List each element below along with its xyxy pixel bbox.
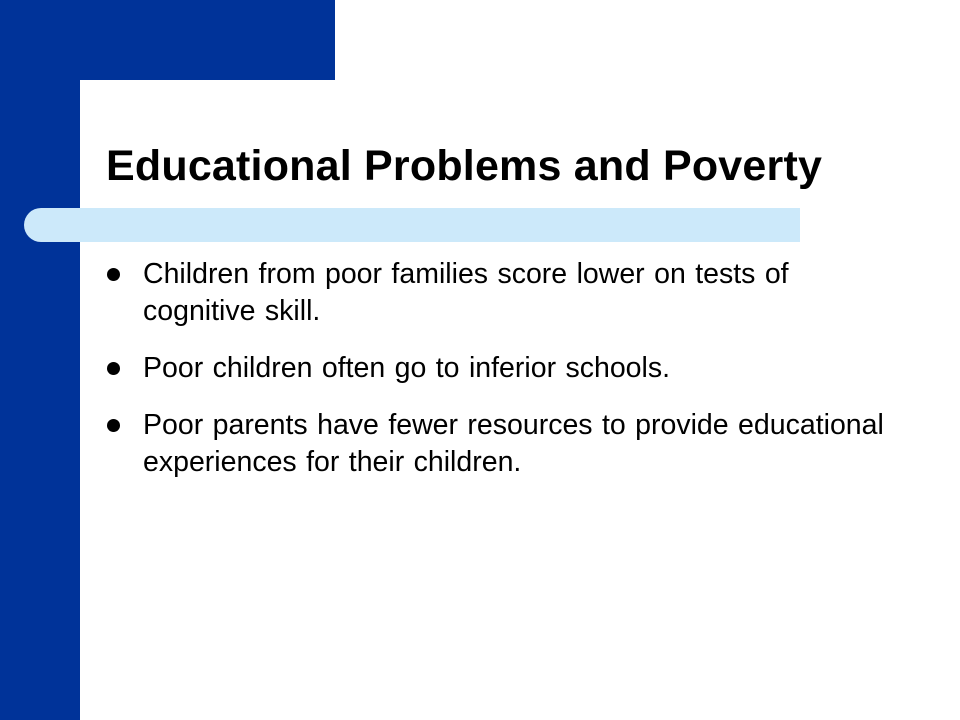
left-blue-band (0, 0, 80, 720)
title-underline-bar (24, 208, 800, 242)
bullet-item (106, 407, 906, 481)
bullet-text: Children from poor families score lower on tests of cognitive skill. (143, 258, 789, 327)
bullet-dot-icon (107, 419, 120, 432)
bullet-item (106, 256, 906, 330)
bullet-dot-icon (107, 362, 120, 375)
bullet-text: Poor children often go to inferior schools. (143, 352, 671, 384)
bullet-text: Poor parents have fewer resources to provide educational experiences for their children. (143, 409, 884, 478)
top-blue-band (0, 0, 335, 80)
bullet-item (106, 350, 906, 387)
slide-title: Educational Problems and Poverty (106, 142, 823, 190)
bullet-dot-icon (107, 268, 120, 281)
bullet-list (106, 256, 906, 501)
